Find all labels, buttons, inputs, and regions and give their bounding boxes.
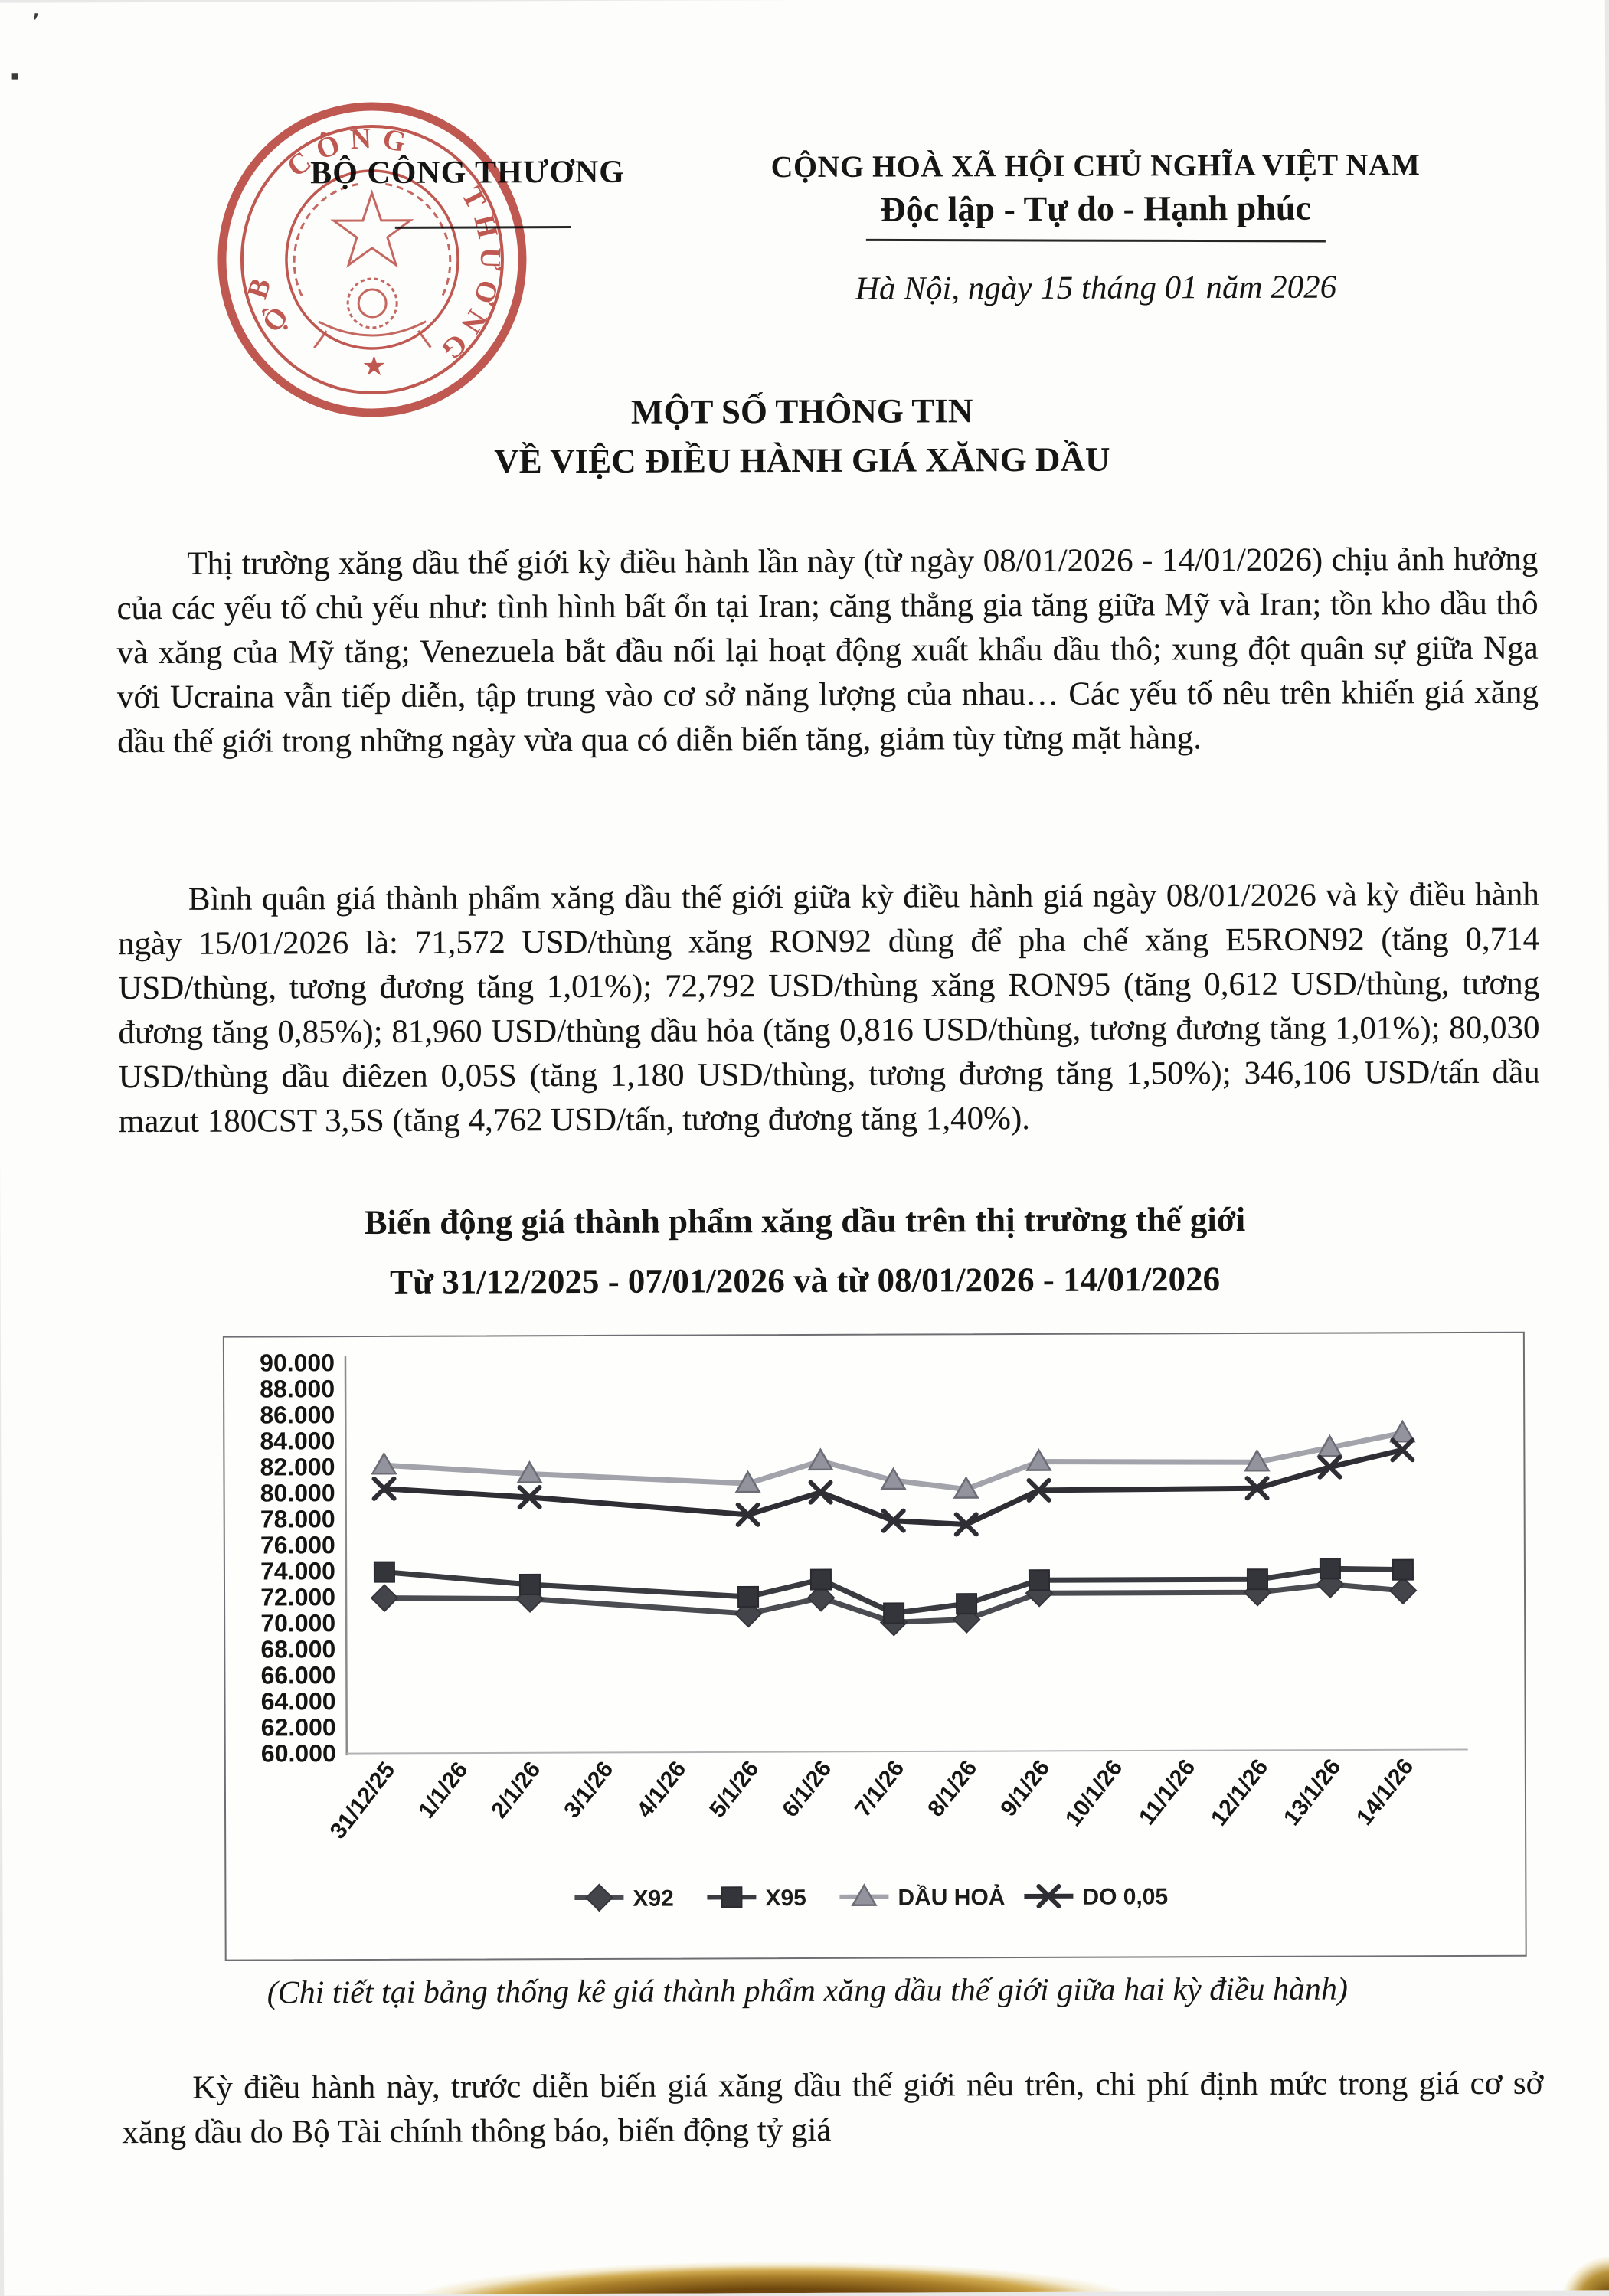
official-red-stamp [211, 94, 533, 424]
y-tick-label: 76.000 [260, 1531, 335, 1558]
legend-label: X95 [765, 1886, 806, 1911]
y-tick-label: 82.000 [260, 1453, 335, 1480]
x-tick-label: 2/1/26 [486, 1757, 545, 1823]
price-trend-chart-frame [223, 1332, 1527, 1961]
x-tick-label: 31/12/25 [325, 1758, 401, 1844]
paragraph-closing: Kỳ điều hành này, trước diễn biến giá xăng dầu thế giới nêu trên, chi phí định mức trong giá cơ sở xăng dầu do Bộ Tài chính thông báo, biến động tỷ giá [122, 2062, 1543, 2155]
price-trend-chart [224, 1333, 1522, 1957]
x-tick-label: 8/1/26 [923, 1755, 982, 1821]
national-motto: Độc lập - Tự do - Hạnh phúc [686, 187, 1506, 231]
scan-artifact-dot: . [8, 49, 21, 88]
y-tick-label: 66.000 [260, 1661, 335, 1689]
y-tick-label: 62.000 [261, 1713, 336, 1741]
chart-heading-line2: Từ 31/12/2025 - 07/01/2026 và từ 08/01/2026 - 14/01/2026 [1, 1258, 1609, 1303]
x-tick-label: 13/1/26 [1279, 1755, 1346, 1830]
paragraph-average-prices: Bình quân giá thành phẩm xăng dầu thế giới giữa kỳ điều hành giá ngày 08/01/2026 và kỳ điều hành ngày 15/01/2026 là: 71,572 USD/thùng xăng RON92 dùng để pha chế xăng E5RON92 (tăng 0,714 USD/thùng, tương đương tăng 1,01%); 72,792 USD/thùng xăng RON95 (tăng 0,612 USD/thùng, tương đương tăng 0,85%); 81,960 USD/thùng dầu hỏa (tăng 0,816 USD/thùng, tương đương tăng 1,01%); 80,030 USD/thùng dầu điêzen 0,05S (tăng 1,180 USD/thùng, tương đương tăng 1,50%); 346,106 USD/tấn dầu mazut 180CST 3,5S (tăng 4,762 USD/tấn, tương đương tăng 1,40%). [118, 873, 1540, 1144]
scan-stain-bottom [333, 2256, 1206, 2294]
y-axis-line [345, 1356, 347, 1755]
x-tick-label: 10/1/26 [1061, 1755, 1127, 1831]
place-and-date: Hà Nội, ngày 15 tháng 01 năm 2026 [686, 268, 1506, 309]
x-tick-label: 7/1/26 [850, 1756, 909, 1822]
stamp-text-thuong: THƯƠNG [429, 182, 507, 371]
y-tick-label: 68.000 [260, 1635, 335, 1663]
issuing-org-title: BỘ CÔNG THƯƠNG [214, 153, 720, 191]
x-axis-labels [325, 1754, 1418, 1843]
x-tick-label: 14/1/26 [1352, 1754, 1418, 1830]
y-tick-label: 80.000 [260, 1479, 335, 1506]
stamp-text-cong: CÔNG [281, 122, 418, 184]
y-tick-label: 88.000 [260, 1375, 335, 1402]
x-tick-label: 6/1/26 [777, 1756, 836, 1822]
legend-label: X92 [633, 1886, 674, 1912]
motto-underline [866, 239, 1326, 243]
x-tick-label: 4/1/26 [632, 1757, 691, 1823]
stamp-text-bo-o: Ộ [255, 300, 295, 339]
national-header-block [685, 146, 1506, 309]
y-tick-label: 60.000 [261, 1739, 336, 1767]
y-tick-label: 86.000 [260, 1401, 335, 1428]
paragraph-market-overview: Thị trường xăng dầu thế giới kỳ điều hành lần này (từ ngày 08/01/2026 - 14/01/2026) chịu ảnh hưởng của các yếu tố chủ yếu như: tình hình bất ổn tại Iran; căng thẳng gia tăng giữa Mỹ và Iran; tồn kho dầu thô và xăng của Mỹ tăng; Venezuela bắt đầu nối lại hoạt động xuất khẩu dầu thô; xung đột quân sự giữa Nga với Ucraina vẫn tiếp diễn, tập trung vào cơ sở năng lượng của nhau… Các yếu tố nêu trên khiến giá xăng dầu thế giới trong những ngày vừa qua có diễn biến tăng, giảm tùy từng mặt hàng. [116, 538, 1539, 764]
national-title: CỘNG HOÀ XÃ HỘI CHỦ NGHĨA VIỆT NAM [685, 146, 1505, 185]
y-tick-label: 72.000 [260, 1583, 335, 1611]
legend-item-X92 [574, 1885, 674, 1912]
document-title-line2: VỀ VIỆC ĐIỀU HÀNH GIÁ XĂNG DẦU [0, 433, 1607, 488]
x-tick-label: 3/1/26 [559, 1757, 618, 1823]
stamp-star: ★ [361, 351, 386, 381]
legend-item-DO 0,05 [1024, 1884, 1168, 1910]
chart-caption: (Chi tiết tại bảng thống kê giá thành phẩm xăng dầu thế giới giữa hai kỳ điều hành) [3, 1970, 1609, 2012]
document-title-line1: MỘT SỐ THÔNG TIN [0, 384, 1607, 439]
chart-heading-line1: Biến động giá thành phẩm xăng dầu trên thị trường thế giới [0, 1198, 1609, 1243]
scan-stain-bottom-right [1562, 2247, 1609, 2290]
y-tick-label: 84.000 [260, 1427, 335, 1454]
y-tick-label: 78.000 [260, 1505, 335, 1532]
legend-label: DO 0,05 [1082, 1884, 1168, 1909]
x-tick-label: 12/1/26 [1206, 1755, 1273, 1830]
x-axis-line [347, 1749, 1468, 1753]
document-title [0, 384, 1607, 488]
legend-label: DẦU HOẢ [898, 1884, 1005, 1910]
legend-item-DẦU HOẢ [839, 1884, 1005, 1911]
y-tick-label: 74.000 [260, 1557, 335, 1585]
x-tick-label: 9/1/26 [996, 1755, 1055, 1821]
x-tick-label: 5/1/26 [705, 1756, 764, 1822]
stamp-text-bo-b: B [241, 274, 278, 303]
y-tick-label: 90.000 [260, 1349, 335, 1376]
chart-legend [574, 1882, 1168, 1912]
x-tick-label: 11/1/26 [1134, 1755, 1200, 1830]
y-tick-label: 70.000 [260, 1609, 335, 1637]
y-tick-label: 64.000 [261, 1687, 336, 1715]
scan-artifact-tick: ’ [31, 8, 41, 40]
legend-item-X95 [707, 1886, 806, 1911]
x-tick-label: 1/1/26 [414, 1758, 473, 1823]
y-axis-labels [260, 1349, 336, 1767]
national-emblem-sketch [294, 184, 450, 348]
